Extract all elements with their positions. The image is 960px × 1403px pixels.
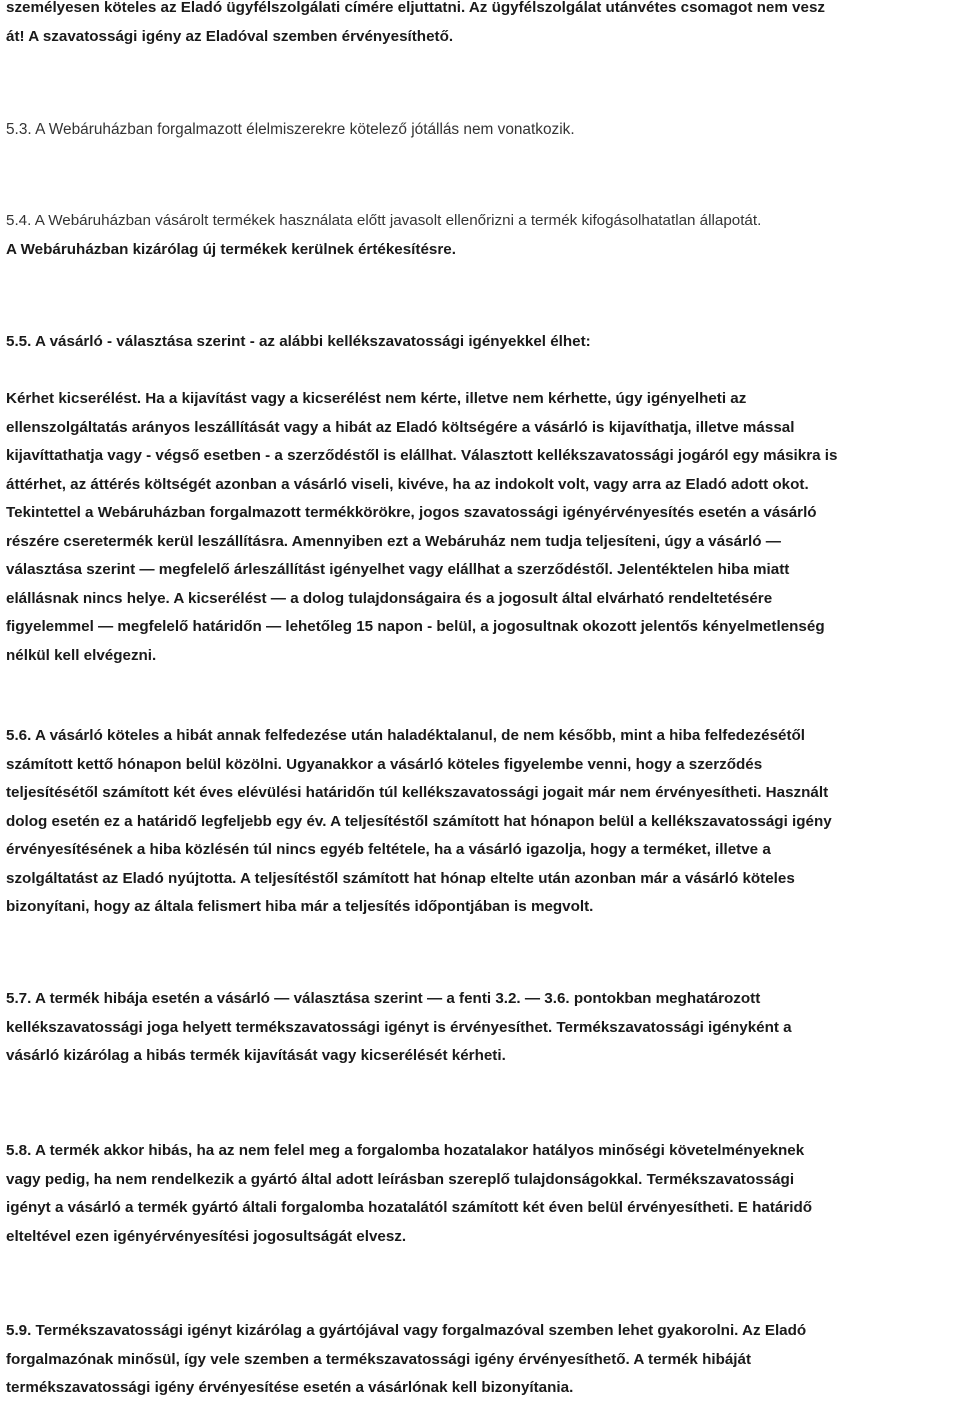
text-line: bizonyítani, hogy az általa felismert hiba már a teljesítés időpontjában is megvolt. — [6, 898, 594, 915]
text-line: szolgáltatást az Eladó nyújtotta. A teljesítéstől számított hat hónap eltelte után azonban már a vásárló köteles — [6, 869, 795, 887]
text-line: forgalmazónak minősül, így vele szemben a termékszavatossági igény érvényesíthető. A termék hibáját — [6, 1350, 752, 1368]
text-line: igényt a vásárló a termék gyártó általi forgalomba hozatalától számított két éven belül érvényesítheti. E határidő — [6, 1199, 813, 1216]
text-line: kellékszavatossági joga helyett termékszavatossági igényt is érvényesíthet. Termékszavatossági igényként a — [6, 1018, 792, 1036]
text-line: Kérhet kicserélést. Ha a kijavítást vagy a kicserélést nem kérte, illetve nem kérhette, úgy igényelheti az — [6, 390, 747, 407]
text-line: 5.6. A vásárló köteles a hibát annak felfedezése után haladéktalanul, de nem később, mint a hiba felfedezésétől — [6, 727, 806, 744]
text-line: vásárló kizárólag a hibás termék kijavítását vagy kicserélését kérheti. — [6, 1047, 506, 1064]
text-line: kijavíttathatja vagy - végső esetben - a szerződéstől is elállhat. Választott kellékszavatossági jogáról egy másikra is — [6, 447, 838, 464]
paragraph-5-4 — [6, 207, 956, 264]
text-line: Tekintettel a Webáruházban forgalmazott termékkörökre, jogos szavatossági igényérvényesítés esetén a vásárló — [6, 504, 817, 521]
text-line: termékszavatossági igény érvényesítése esetén a vásárlónak kell bizonyítania. — [6, 1379, 574, 1396]
paragraph-5-6 — [6, 722, 956, 922]
paragraph-5-5 — [6, 328, 956, 670]
text-line: áttérhet, az áttérés költségét azonban a vásárló viseli, kivéve, ha az indokolt volt, vagy arra az Eladó adott okot. — [6, 475, 809, 493]
paragraph-5-9 — [6, 1317, 956, 1403]
paragraph-5-7 — [6, 985, 956, 1071]
text-line: dolog esetén ez a határidő legfeljebb egy év. A teljesítéstől számított hat hónapon belül a kellékszavatossági igény — [6, 812, 832, 830]
text-line — [6, 357, 956, 386]
text-line: ellenszolgáltatás arányos leszállítását vagy a hibát az Eladó költségére a vásárló is kijavíthatja, illetve mással — [6, 418, 795, 436]
text-line: 5.8. A termék akkor hibás, ha az nem felel meg a forgalomba hozatalakor hatályos minőségi követelményeknek — [6, 1142, 805, 1159]
text-line: részére cseretermék kerül leszállításra. Amennyiben ezt a Webáruház nem tudja teljesíteni, úgy a vásárló — — [6, 532, 781, 550]
text-line: teljesítésétől számított két éves elévülési határidőn túl kellékszavatossági jogait már nem érvényesítheti. Használt — [6, 784, 829, 801]
text-line: számított kettő hónapon belül közölni. Ugyanakkor a vásárló köteles figyelembe venni, hogy a szerződés — [6, 755, 763, 773]
paragraph-intro — [6, 0, 956, 51]
text-line: vagy pedig, ha nem rendelkezik a gyártó által adott leírásban szereplő tulajdonságokkal. Termékszavatossági — [6, 1170, 795, 1188]
text-line: 5.3. A Webáruházban forgalmazott élelmiszerekre kötelező jótállás nem vonatkozik. — [6, 121, 575, 138]
text-line: választása szerint — megfelelő árleszállítást igényelhet vagy elállhat a szerződéstől. Jelentéktelen hiba miatt — [6, 561, 790, 578]
text-line: át! A szavatossági igény az Eladóval szemben érvényesíthető. — [6, 27, 454, 45]
text-line: 5.4. A Webáruházban vásárolt termékek használata előtt javasolt ellenőrizni a termék kifogásolhatatlan állapotát. — [6, 212, 762, 229]
text-line: 5.5. A vásárló - választása szerint - az alábbi kellékszavatossági igényekkel élhet: — [6, 333, 591, 350]
paragraph-5-8 — [6, 1137, 956, 1251]
text-line: 5.9. Termékszavatossági igényt kizárólag a gyártójával vagy forgalmazóval szemben lehet gyakorolni. Az Eladó — [6, 1322, 807, 1339]
text-line: 5.7. A termék hibája esetén a vásárló — választása szerint — a fenti 3.2. — 3.6. pontokban meghatározott — [6, 990, 761, 1007]
text-line: személyesen köteles az Eladó ügyfélszolgálati címére eljuttatni. Az ügyfélszolgálat utánvétes csomagot nem vesz — [6, 0, 825, 16]
paragraph-5-3 — [6, 116, 956, 145]
text-line: nélkül kell elvégezni. — [6, 646, 157, 664]
text-line: érvényesítésének a hiba közlésén túl nincs egyéb feltétele, ha a vásárló igazolja, hogy a terméket, illetve a — [6, 841, 771, 858]
text-line: elteltével ezen igényérvényesítési jogosultságát elvesz. — [6, 1227, 407, 1245]
text-line: A Webáruházban kizárólag új termékek kerülnek értékesítésre. — [6, 240, 456, 258]
text-line: figyelemmel — megfelelő határidőn — lehetőleg 15 napon - belül, a jogosultnak okozott jelentős kényelmetlenség — [6, 618, 825, 635]
text-line: elállásnak nincs helye. A kicserélést — a dolog tulajdonságaira és a jogosult által elvárható rendeltetésére — [6, 589, 773, 607]
